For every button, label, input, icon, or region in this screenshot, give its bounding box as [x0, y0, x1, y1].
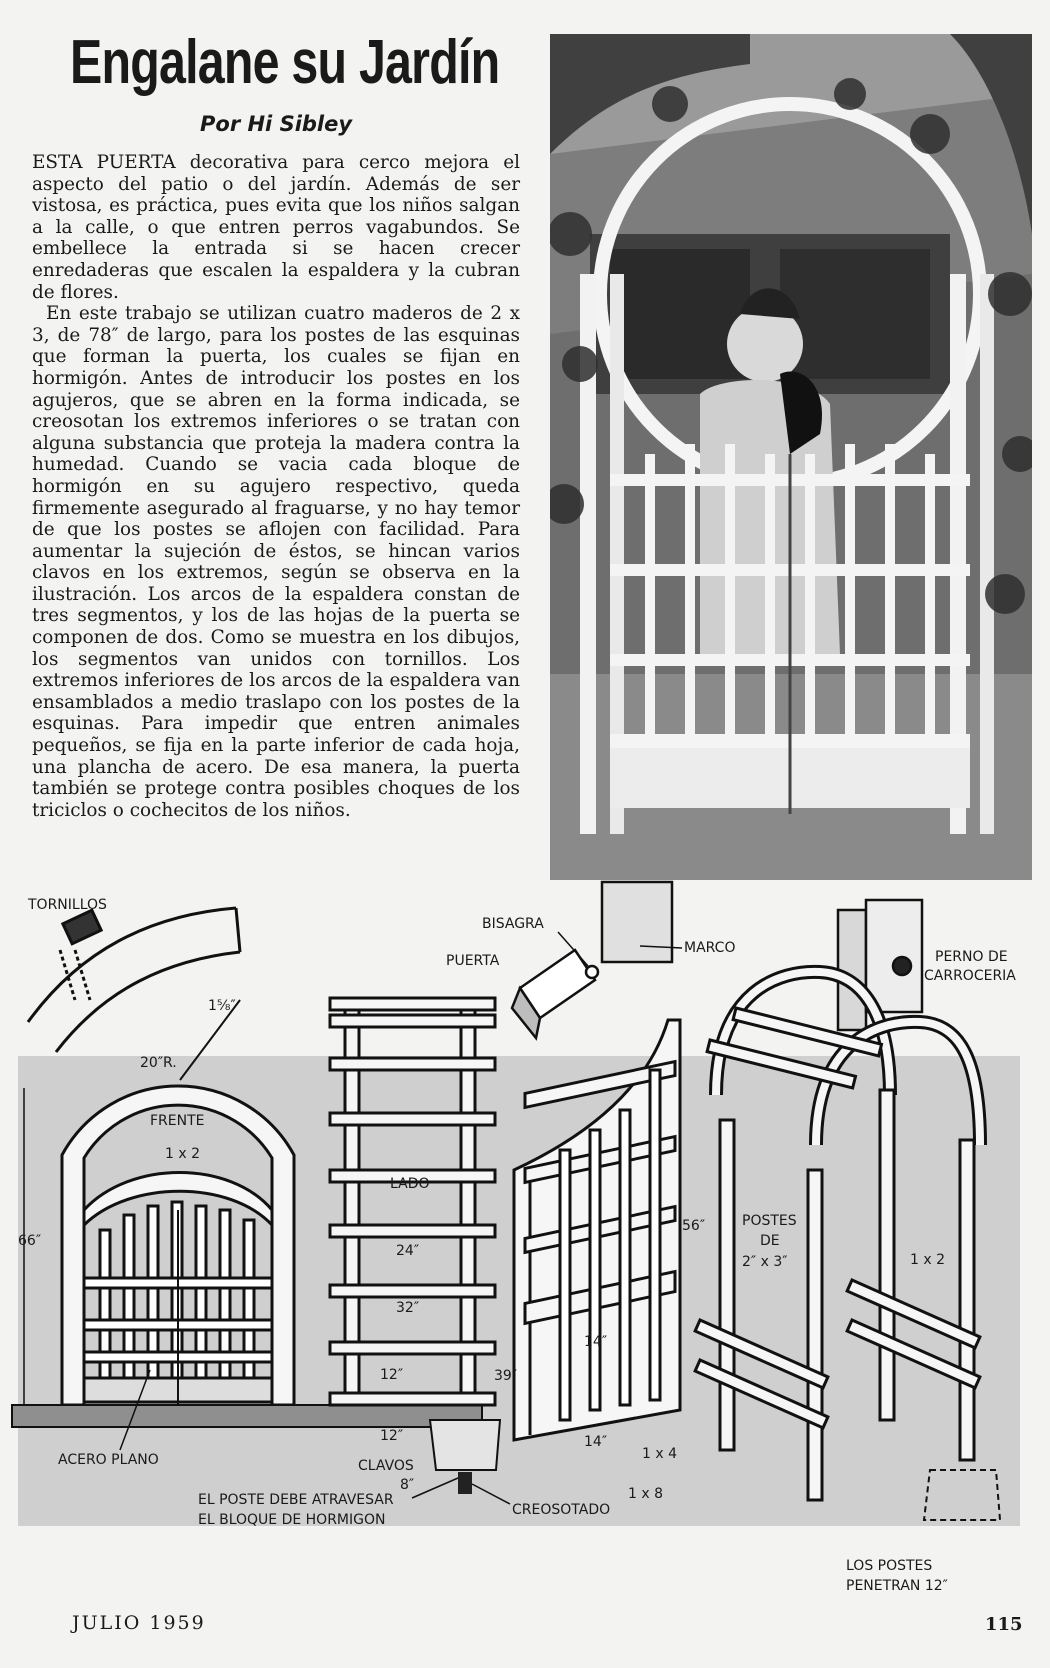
label-poste-1: EL POSTE DEBE ATRAVESAR	[198, 1492, 394, 1508]
label-12b: 12″	[380, 1428, 404, 1444]
label-1x2-front: 1 x 2	[165, 1146, 200, 1162]
label-postes-1: POSTES	[742, 1213, 797, 1229]
article-byline: Por Hi Sibley	[200, 112, 353, 136]
label-thickness: 1⅝″	[208, 998, 236, 1014]
label-lado: LADO	[390, 1176, 430, 1192]
diagram-svg	[0, 880, 1050, 1600]
label-postes-2: DE	[760, 1233, 780, 1249]
label-perno-2: CARROCERIA	[924, 968, 1016, 984]
article-body	[32, 152, 520, 821]
label-perno-1: PERNO DE	[935, 949, 1008, 965]
label-66: 66″	[18, 1233, 42, 1249]
label-12a: 12″	[380, 1367, 404, 1383]
paragraph-construction: En este trabajo se utilizan cuatro maderos de 2 x 3, de 78″ de largo, para los postes de las esquinas que forman la puerta, los cuales se fijan en hormigón. Antes de introducir los postes en los agujeros, que se abren en la forma indicada, se creosotan los extremos inferiores o se tratan con alguna substancia que proteja la madera contra la humedad. Cuando se vacia cada bloque de hormigón en su agujero respectivo, queda firmemente asegurado al fraguarse, y no hay temor de que los postes se aflojen con facilidad. Para aumentar la sujeción de éstos, se hincan varios clavos en los extremos, según se observa en la ilustración. Los arcos de la espaldera constan de tres segmentos, y los de las hojas de la puerta se componen de dos. Como se muestra en los dibujos, los segmentos van unidos con tornillos. Los extremos inferiores de los arcos de la espaldera van ensamblados a medio traslapo con los postes de la esquinas. Para impedir que entren animales pequeños, se fija en la parte inferior de cada hoja, una plancha de acero. De esa manera, la puerta también se protege contra posibles choques de los triciclos o cochecitos de los niños.	[32, 303, 520, 821]
photo-illustration	[550, 34, 1032, 880]
label-39: 39″	[494, 1368, 518, 1384]
label-clavos: CLAVOS	[358, 1458, 414, 1474]
label-tornillos: TORNILLOS	[28, 897, 107, 913]
label-1x2-post: 1 x 2	[910, 1252, 945, 1268]
label-marco: MARCO	[684, 940, 736, 956]
hinge-detail	[512, 882, 672, 1038]
label-frente: FRENTE	[150, 1113, 205, 1129]
label-32: 32″	[396, 1300, 420, 1316]
label-acero-plano: ACERO PLANO	[58, 1452, 159, 1468]
label-14a: 14″	[584, 1334, 608, 1350]
label-14b: 14″	[584, 1434, 608, 1450]
label-24: 24″	[396, 1243, 420, 1259]
issue-date: JULIO 1959	[72, 1612, 206, 1634]
label-radius: 20″R.	[140, 1055, 177, 1071]
label-56: 56″	[682, 1218, 706, 1234]
label-penetran-1: LOS POSTES	[846, 1558, 933, 1574]
label-creosotado: CREOSOTADO	[512, 1502, 611, 1518]
label-poste-2: EL BLOQUE DE HORMIGON	[198, 1512, 386, 1528]
construction-diagram	[0, 880, 1050, 1600]
garden-gate-photo	[550, 34, 1032, 880]
label-1x8: 1 x 8	[628, 1486, 663, 1502]
paragraph-intro: ESTA PUERTA decorativa para cerco mejora el aspecto del patio o del jardín. Además de ser vistosa, es práctica, pues evita que los niños salgan a la calle, o que entren perros vagabundos. Se embellece la entrada si se hacen crecer enredaderas que escalen la espaldera y la cubran de flores.	[32, 152, 520, 303]
label-8: 8″	[400, 1477, 415, 1493]
article-title: Engalane su Jardín	[70, 28, 500, 97]
label-bisagra: BISAGRA	[482, 916, 544, 932]
screw-detail	[28, 908, 240, 1052]
label-penetran-2: PENETRAN 12″	[846, 1578, 948, 1594]
label-1x4: 1 x 4	[642, 1446, 677, 1462]
label-puerta: PUERTA	[446, 953, 500, 969]
label-postes-3: 2″ x 3″	[742, 1254, 788, 1270]
page-number: 115	[985, 1614, 1023, 1635]
